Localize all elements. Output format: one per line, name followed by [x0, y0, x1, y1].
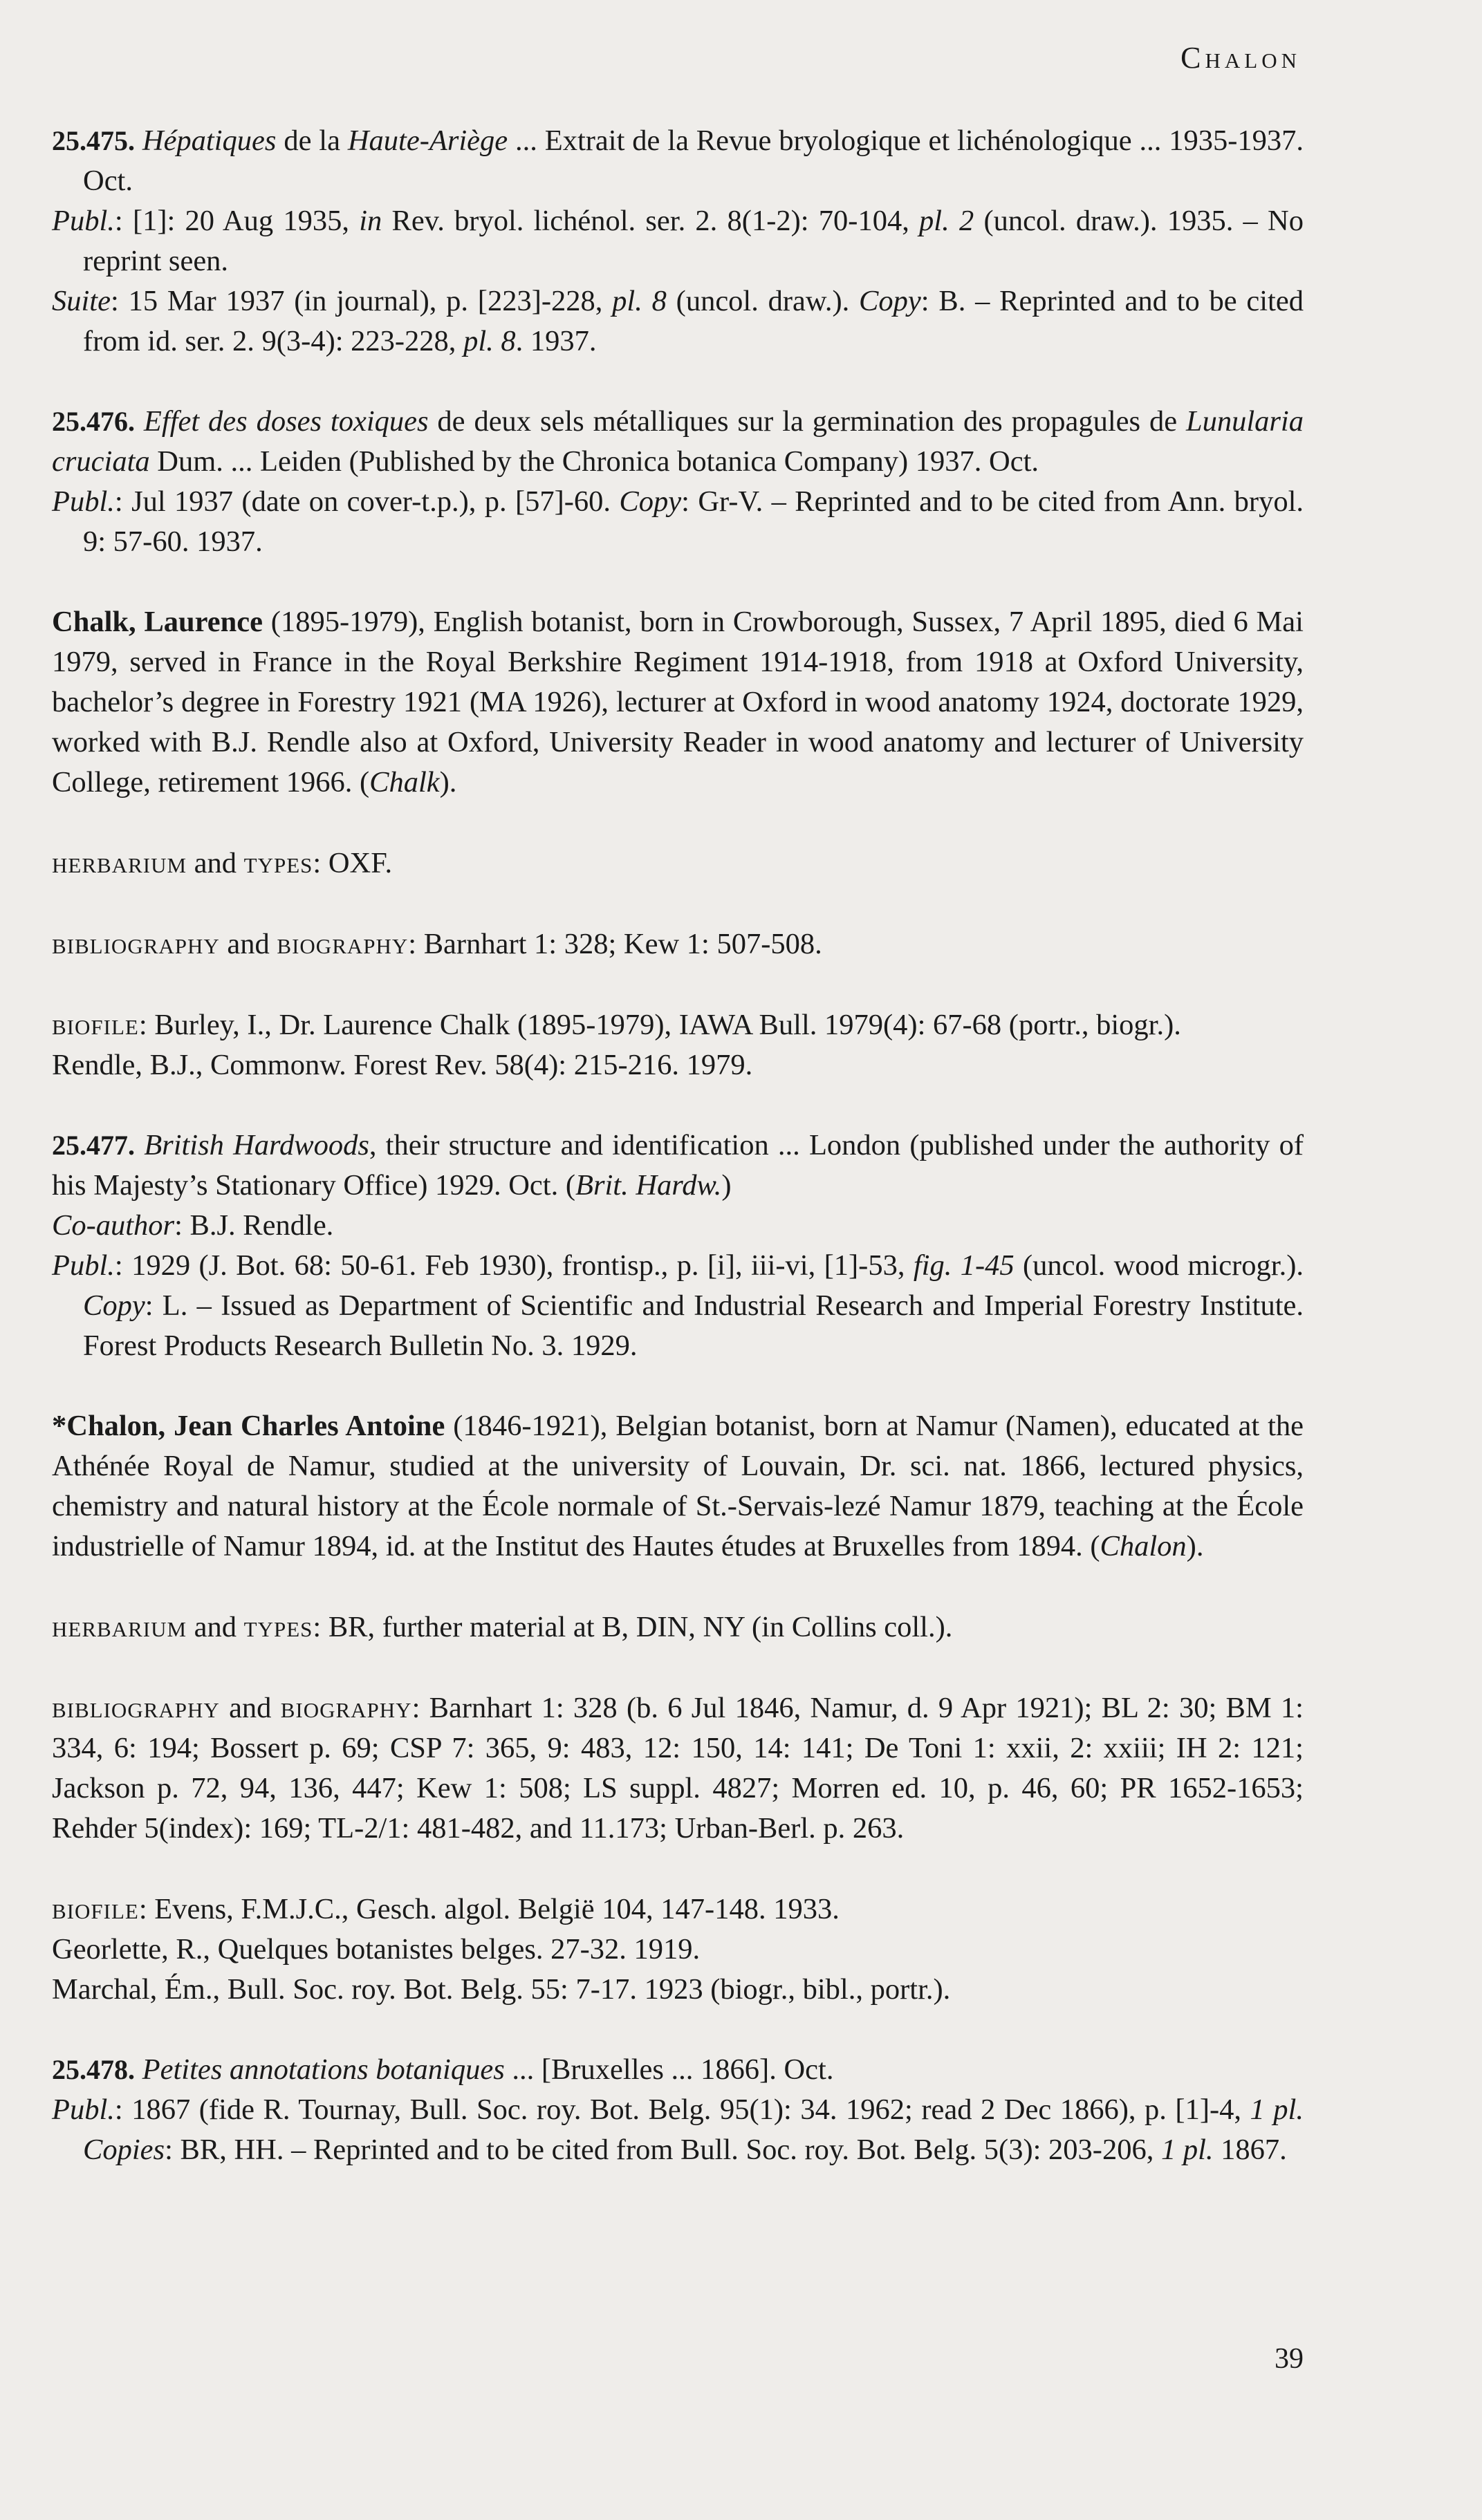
suite-text: . 1937.: [515, 325, 597, 357]
biofile-value: : Evens, F.M.J.C., Gesch. algol. België 104, 147-148. 1933.: [138, 1893, 840, 1925]
copy-label: Copy: [83, 1289, 145, 1322]
entry-number: 25.477.: [52, 1130, 135, 1161]
herbarium-line: [52, 1607, 1304, 1648]
running-head: Chalon: [1180, 41, 1301, 75]
bio-text: ).: [1186, 1530, 1204, 1562]
author-bio: [52, 602, 1304, 803]
publication-line: [52, 1246, 1304, 1366]
bibliography-line: [52, 924, 1304, 964]
biofile-value: Georlette, R., Quelques botanistes belges. 27-32. 1919.: [52, 1933, 701, 1966]
biofile-value: Marchal, Ém., Bull. Soc. roy. Bot. Belg. 55: 7-17. 1923 (biogr., bibl., portr.).: [52, 1973, 951, 2006]
herbarium-line: [52, 843, 1304, 884]
publ-italic: 1 pl.: [1160, 2134, 1214, 2166]
biofile-line: [52, 1889, 1304, 1930]
publ-italic: 1 pl.: [1250, 2093, 1304, 2126]
publ-text: : L. – Issued as Department of Scientific and Industrial Research and Imperial Forestry Institute. Forest Products Research Bulletin No. 3. 1929.: [83, 1289, 1304, 1362]
biofile-label: biofile: [52, 1007, 139, 1041]
copy-label: Copy: [859, 285, 921, 317]
publ-text: : [1]: 20 Aug 1935,: [114, 205, 360, 237]
copies-label: Copies: [83, 2134, 165, 2166]
bibliography-value: : Barnhart 1: 328; Kew 1: 507-508.: [408, 928, 822, 960]
types-label: types: [243, 846, 313, 879]
suite-text: (uncol. draw.).: [666, 285, 860, 317]
herbarium-text: [52, 1607, 1304, 1648]
publ-text: : 1867 (fide R. Tournay, Bull. Soc. roy. Bot. Belg. 95(1): 34. 1962; read 2 Dec 1866), p. [1]-4,: [114, 2093, 1250, 2126]
publ-label: Publ.: [52, 1249, 115, 1282]
suite-text: : B. – Reprinted and to be cited from id. ser. 2. 9(3-4): 223-228,: [83, 285, 1304, 357]
publ-text: (uncol. wood microgr.).: [1014, 1249, 1304, 1282]
bio-text: ).: [439, 766, 457, 799]
publ-label: Publ.: [52, 2093, 115, 2126]
title-text: de la: [276, 124, 348, 157]
title-italic: Haute-Ariège: [347, 124, 508, 157]
publ-text: Rev. bryol. lichénol. ser. 2. 8(1-2): 70-104,: [382, 205, 920, 237]
title-text: ... Extrait de la Revue bryologique et lichénologique ... 1935-1937. Oct.: [83, 124, 1304, 197]
suite-label: Suite: [52, 285, 111, 317]
suite-italic: pl. 8: [463, 325, 516, 357]
publ-text: : Gr-V. – Reprinted and to be cited from Ann. bryol. 9: 57-60. 1937.: [83, 485, 1304, 558]
biofile-line: [52, 1970, 1304, 2010]
author-abbreviation: Chalon: [1100, 1530, 1187, 1562]
bio-text: (1846-1921), Belgian botanist, born at Namur (Namen), educated at the Athénée Royal de Namur, studied at the university of Louvain, Dr. sci. nat. 1866, lectured physics, chemistry and natural history at the École normale of St.-Servais-lezé Namur 1879, teaching at the École industrielle of Namur 1894, id. at the Institut des Hautes études at Bruxelles from 1894. (: [52, 1410, 1304, 1562]
biofile-line: [52, 1930, 1304, 1970]
entry-number: 25.478.: [52, 2054, 135, 2085]
publ-text: : 1929 (J. Bot. 68: 50-61. Feb 1930), frontisp., p. [i], iii-vi, [1]-53,: [114, 1249, 914, 1282]
title-italic: Hépatiques: [142, 124, 277, 157]
herbarium-value: : BR, further material at B, DIN, NY (in Collins coll.).: [313, 1611, 953, 1643]
suite-line: [52, 281, 1304, 362]
publ-label: Publ.: [52, 205, 115, 237]
author-bio: [52, 1406, 1304, 1567]
biofile-section: [52, 1005, 1304, 1085]
publication-line: [52, 2090, 1304, 2170]
title-italic: Lunularia cruciata: [52, 405, 1304, 478]
biofile-section: [52, 1889, 1304, 2010]
biofile-line: [52, 1005, 1304, 1045]
copy-label: Copy: [619, 485, 682, 518]
title-text: , their structure and identification ... London (published under the authority of his Majesty’s Stationary Office) 1929. Oct. (: [52, 1129, 1304, 1202]
page-content: [52, 121, 1304, 2210]
herbarium-text: [52, 843, 1304, 884]
author-chalon: [52, 1406, 1304, 1567]
and-text: and: [219, 1692, 281, 1724]
publ-label: Publ.: [52, 485, 115, 518]
author-chalk: [52, 602, 1304, 803]
coauthor-value: : B.J. Rendle.: [174, 1209, 334, 1242]
bibliography-value: : Barnhart 1: 328 (b. 6 Jul 1846, Namur, d. 9 Apr 1921); BL 2: 30; BM 1: 334, 6: 194; Bossert p. 69; CSP 7: 365, 9: 483, 12: 150, 14: 141; De Toni 1: xxii, 2: xxiii; IH 2: 121; Jackson p. 72, 94, 136, 447; Kew 1: 508; LS suppl. 4827; Morren ed. 10, p. 46, 60; PR 1652-1653; Rehder 5(index): 169; TL-2/1: 481-482, and 11.173; Urban-Berl. p. 263.: [52, 1692, 1304, 1845]
entry-25-477: [52, 1126, 1304, 1366]
types-label: types: [243, 1609, 313, 1643]
title-text: de deux sels métalliques sur la germination des propagules de: [428, 405, 1186, 438]
publ-text: (uncol. draw.). 1935. – No reprint seen.: [83, 205, 1304, 277]
bibliography-label: bibliography: [52, 1690, 220, 1724]
biography-label: biography: [277, 926, 409, 960]
title-italic: British Hardwoods: [144, 1129, 369, 1161]
bibliography-line: [52, 1688, 1304, 1849]
entry-title: [52, 1126, 1304, 1206]
entry-title: [52, 121, 1304, 201]
author-name: Chalk, Laurence: [52, 606, 263, 638]
title-italic: Effet des doses toxiques: [143, 405, 429, 438]
title-italic: Petites annotations botaniques: [142, 2053, 505, 2086]
biofile-value: : Burley, I., Dr. Laurence Chalk (1895-1979), IAWA Bull. 1979(4): 67-68 (portr., biogr.).: [138, 1009, 1181, 1041]
coauthor-line: [52, 1206, 1304, 1246]
entry-title: [52, 2050, 1304, 2090]
entry-title: [52, 402, 1304, 482]
title-text: Dum. ... Leiden (Published by the Chronica botanica Company) 1937. Oct.: [149, 445, 1039, 478]
herbarium-label: herbarium: [52, 846, 187, 879]
coauthor-label: Co-author: [52, 1209, 175, 1242]
publication-line: [52, 482, 1304, 562]
bibliography-text: [52, 924, 1304, 964]
page-number: 39: [1275, 2343, 1304, 2375]
biofile-value: Rendle, B.J., Commonw. Forest Rev. 58(4): 215-216. 1979.: [52, 1049, 753, 1081]
title-text: ): [721, 1169, 732, 1202]
publ-text: : Jul 1937 (date on cover-t.p.), p. [57]-60.: [114, 485, 620, 518]
publ-text: 1867.: [1213, 2134, 1287, 2166]
bio-text: (1895-1979), English botanist, born in Crowborough, Sussex, 7 April 1895, died 6 Mai 1979, served in France in the Royal Berkshire Regiment 1914-1918, from 1918 at Oxford University, bachelor’s degree in Forestry 1921 (MA 1926), lecturer at Oxford in wood anatomy 1924, doctorate 1929, worked with B.J. Rendle also at Oxford, University Reader in wood anatomy and lecturer of University College, retirement 1966. (: [52, 606, 1304, 799]
biography-label: biography: [280, 1690, 412, 1724]
entry-25-475: [52, 121, 1304, 362]
author-abbreviation: Chalk: [369, 766, 440, 799]
publ-italic: in: [359, 205, 382, 237]
and-text: and: [219, 928, 277, 960]
suite-text: : 15 Mar 1937 (in journal), p. [223]-228,: [110, 285, 613, 317]
publ-italic: pl. 2: [919, 205, 974, 237]
publ-text: : BR, HH. – Reprinted and to be cited from Bull. Soc. roy. Bot. Belg. 5(3): 203-206,: [165, 2134, 1161, 2166]
entry-number: 25.476.: [52, 406, 135, 437]
suite-italic: pl. 8: [612, 285, 667, 317]
and-text: and: [187, 1611, 244, 1643]
biofile-label: biofile: [52, 1892, 139, 1925]
bibliography-label: bibliography: [52, 926, 220, 960]
publication-line: [52, 201, 1304, 281]
herbarium-label: herbarium: [52, 1609, 187, 1643]
title-text: ... [Bruxelles ... 1866]. Oct.: [504, 2053, 834, 2086]
title-italic: Brit. Hardw.: [575, 1169, 722, 1202]
herbarium-value: : OXF.: [313, 847, 393, 879]
biofile-line: [52, 1045, 1304, 1085]
entry-25-478: [52, 2050, 1304, 2170]
entry-number: 25.475.: [52, 125, 135, 156]
entry-25-476: [52, 402, 1304, 562]
and-text: and: [187, 847, 244, 879]
bibliography-text: [52, 1688, 1304, 1849]
publ-italic: fig. 1-45: [913, 1249, 1015, 1282]
author-name: *Chalon, Jean Charles Antoine: [52, 1410, 445, 1442]
